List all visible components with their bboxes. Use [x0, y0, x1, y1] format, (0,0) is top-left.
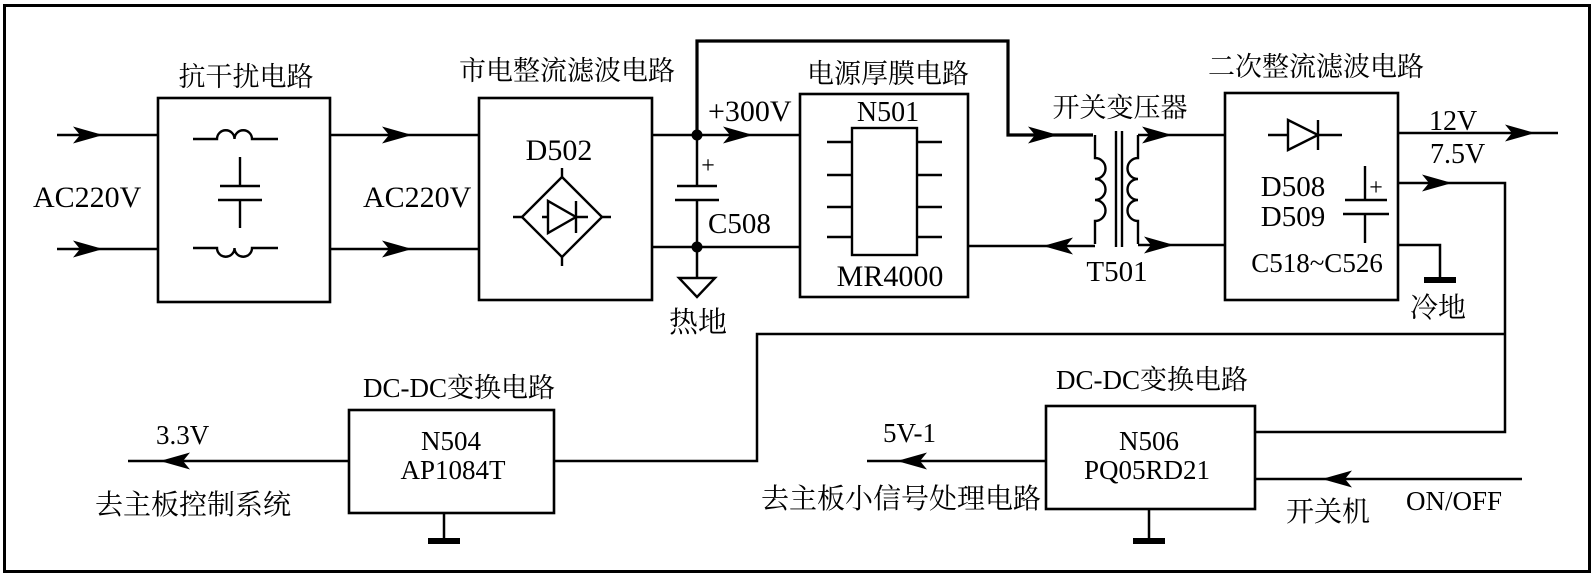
c508-plus-label: +: [701, 153, 715, 179]
cold-ground-stub: [1398, 245, 1440, 277]
power-module-title: 电源厚膜电路: [807, 59, 969, 89]
sec-diode2-label: D509: [1260, 201, 1326, 233]
hot-ground-label: 热地: [668, 307, 728, 339]
primary-winding-icon: [1095, 135, 1106, 244]
bus-voltage-label: +300V: [708, 95, 792, 128]
bridge-part-label: D502: [525, 134, 593, 167]
to-signal-processing-label: 去主板小信号处理电路: [761, 484, 1042, 515]
out-12v-label: 12V: [1429, 106, 1478, 137]
ic-body-icon: [852, 128, 917, 255]
transformer-part-label: T501: [1086, 256, 1148, 288]
sec-capacitors-label: C518~C526: [1251, 248, 1383, 278]
junction-dot-top: [692, 130, 703, 141]
mains-rectifier-title: 市电整流滤波电路: [459, 56, 675, 86]
dcdc-5v-model-label: PQ05RD21: [1083, 455, 1211, 485]
block-secondary-rectifier: [1208, 52, 1424, 300]
out-7v5-label: 7.5V: [1430, 139, 1486, 170]
block-power-module: [800, 59, 969, 297]
onoff-label: ON/OFF: [1406, 486, 1503, 516]
block-mains-rectifier: [459, 56, 675, 300]
secondary-rectifier-title: 二次整流滤波电路: [1208, 52, 1424, 82]
transformer-core-icon: [1116, 131, 1122, 247]
out-5v1-label: 5V-1: [883, 418, 937, 448]
dcdc-5v-title: DC-DC变换电路: [1055, 365, 1249, 395]
ac-input-label: AC220V: [33, 181, 142, 214]
block-dcdc-3v3: [349, 373, 555, 513]
transformer-title: 开关变压器: [1052, 93, 1188, 123]
dcdc-5v-ic-label: N506: [1119, 426, 1179, 456]
secondary-winding-icon: [1128, 135, 1139, 244]
hot-ground-icon: [679, 278, 715, 297]
junction-dot-bottom: [692, 242, 703, 253]
ac-filtered-label: AC220V: [363, 181, 472, 214]
dcdc-3v3-model-label: AP1084T: [400, 455, 506, 485]
dcdc-3v3-ic-label: N504: [421, 426, 481, 456]
power-switch-label: 开关机: [1286, 497, 1371, 528]
power-module-ic-label: N501: [856, 97, 920, 128]
power-module-model-label: MR4000: [836, 260, 944, 293]
cold-ground-label: 冷地: [1409, 293, 1467, 324]
block-dcdc-5v: [1046, 365, 1255, 509]
block-emi-filter: [158, 62, 330, 302]
wire-7v5-to-n504: [554, 334, 1505, 461]
switch-transformer: [1053, 93, 1188, 288]
sec-diode1-label: D508: [1260, 171, 1326, 203]
out-3v3-label: 3.3V: [156, 420, 210, 450]
to-main-control-label: 去主板控制系统: [95, 490, 292, 521]
emi-filter-title: 抗干扰电路: [178, 62, 314, 92]
dcdc-3v3-title: DC-DC变换电路: [362, 373, 556, 403]
c508-label: C508: [708, 208, 771, 240]
sec-cap-plus-label: +: [1369, 175, 1383, 201]
